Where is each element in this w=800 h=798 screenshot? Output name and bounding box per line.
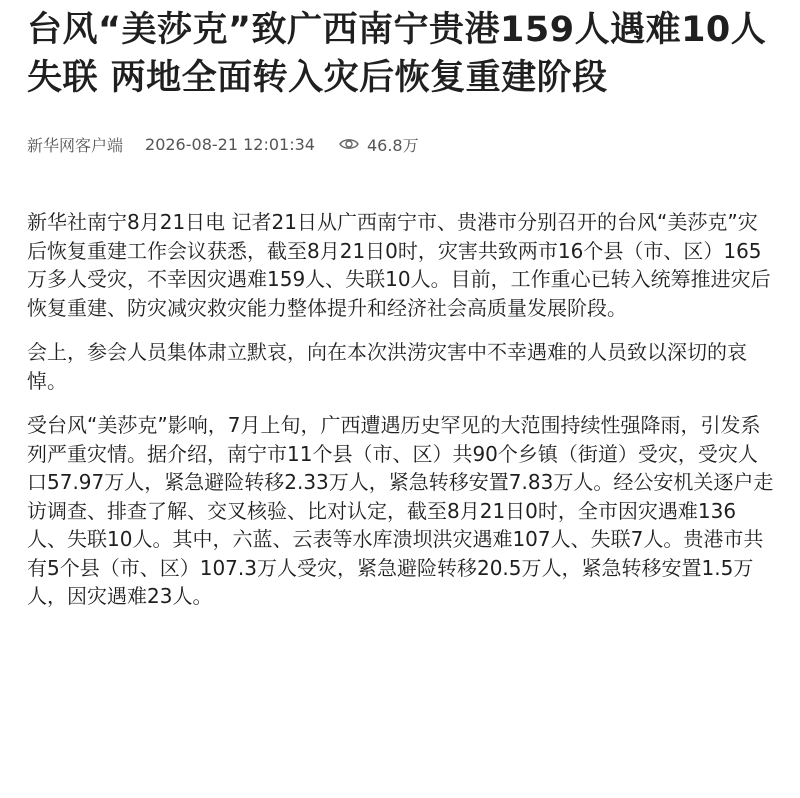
article-paragraph: 受台风“美莎克”影响，7月上旬，广西遭遇历史罕见的大范围持续性强降雨，引发系列严重灾情。据介绍，南宁市11个县（市、区）共90个乡镇（街道）受灾，受灾人口57.97万人，紧急避险转移2.33万人，紧急转移安置7.83万人。经公安机关逐户走访调查、排查了解、交叉核验、比对认定，截至8月21日0时，全市因灾遇难136人、失联10人。其中，六蓝、云表等水库溃坝洪灾遇难107人、失联7人。贵港市共有5个县（市、区）107.3万人受灾，紧急避险转移20.5万人，紧急转移安置1.5万人，因灾遇难23人。 bbox=[27, 413, 774, 608]
article-paragraph: 新华社南宁8月21日电 记者21日从广西南宁市、贵港市分别召开的台风“美莎克”灾后恢复重建工作会议获悉，截至8月21日0时，灾害共致两市16个县（市、区）165万多人受灾，不幸因灾遇难159人、失联10人。目前，工作重心已转入统筹推进灾后恢复重建、防灾减灾救灾能力整体提升和经济社会高质量发展阶段。 bbox=[27, 210, 771, 320]
article-timestamp: 2026-08-21 12:01:34 bbox=[145, 134, 315, 154]
article-source[interactable]: 新华网客户端 bbox=[27, 135, 124, 155]
view-count bbox=[339, 133, 419, 156]
article-meta bbox=[27, 132, 775, 156]
article-body bbox=[27, 208, 775, 611]
view-count-value: 46.8万 bbox=[366, 135, 419, 155]
article-paragraph: 会上，参会人员集体肃立默哀，向在本次洪涝灾害中不幸遇难的人员致以深切的哀悼。 bbox=[27, 340, 747, 393]
article-headline: 台风“美莎克”致广西南宁贵港159人遇难10人失联 两地全面转入灾后恢复重建阶段 bbox=[27, 10, 767, 98]
eye-icon bbox=[339, 137, 359, 151]
article bbox=[27, 6, 775, 627]
